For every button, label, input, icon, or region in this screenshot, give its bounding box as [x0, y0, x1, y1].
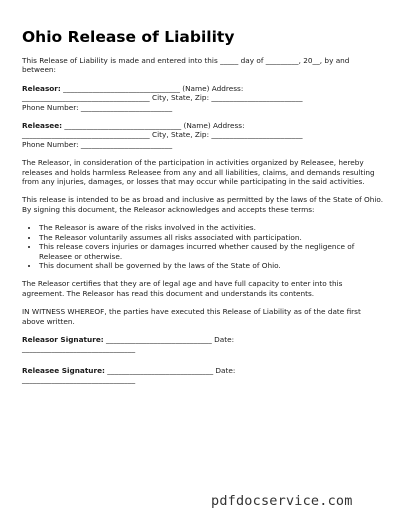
releasor-name-field: ________________________________ (Name) Address: — [60, 83, 244, 93]
releasor-address-field: ___________________________________ City, State, Zip: _________________________ — [22, 93, 303, 103]
certify-paragraph: The Releasor certifies that they are of legal age and have full capacity to enter into this agreement. The Releasor has read this document and understands its contents. — [22, 279, 343, 298]
term-item: • The Releasor is aware of the risks involved in the activities. — [39, 223, 384, 232]
releasee-label: Releasee: — [22, 121, 63, 131]
term-item: • This document shall be governed by the laws of the State of Ohio. — [39, 261, 384, 270]
intro-paragraph: This Release of Liability is made and entered into this _____ day of _________, 20__, by and between: — [22, 56, 350, 75]
broad-release-paragraph: This release is intended to be as broad and inclusive as permitted by the laws of the State of Ohio. By signing this document, the Releasor acknowledges and accepts these terms: — [22, 195, 384, 214]
releasee-date-field: _______________________________ — [22, 375, 136, 385]
terms-list — [22, 223, 384, 270]
releasor-label: Releasor: — [22, 83, 61, 93]
consideration-paragraph: The Releasor, in consideration of the participation in activities organized by Releasee, hereby releases and holds harmless Releasee from any and all liabilities, claims, and demands resulting from any injuries, damages, or losses that may occur while participating in the said activities. — [22, 158, 375, 187]
releasee-address-field: ___________________________________ City, State, Zip: _________________________ — [22, 130, 303, 140]
witness-paragraph: IN WITNESS WHEREOF, the parties have executed this Release of Liability as of the date first above written. — [22, 307, 361, 326]
releasor-signature-block — [22, 335, 384, 354]
releasee-signature-block — [22, 366, 384, 385]
releasee-block — [22, 121, 384, 149]
releasee-name-field: ________________________________ (Name) Address: — [62, 121, 245, 131]
releasor-signature-field: _____________________________ Date: — [103, 334, 235, 344]
term-item: • The Releasor voluntarily assumes all risks associated with participation. — [39, 233, 384, 242]
releasor-block — [22, 84, 384, 112]
document-page — [22, 28, 384, 385]
watermark-text: pdfdocservice.com — [211, 493, 353, 509]
releasee-signature-label: Releasee Signature: — [22, 365, 105, 375]
releasee-phone-field: Phone Number: _________________________ — [22, 139, 173, 149]
document-title: Ohio Release of Liability — [22, 28, 235, 46]
term-item: • This release covers injuries or damages incurred whether caused by the negligence of Releasee or otherwise. — [39, 242, 384, 261]
releasor-date-field: _______________________________ — [22, 344, 136, 354]
releasor-phone-field: Phone Number: _________________________ — [22, 102, 173, 112]
releasor-signature-label: Releasor Signature: — [22, 334, 104, 344]
releasee-signature-field: _____________________________ Date: — [104, 365, 236, 375]
